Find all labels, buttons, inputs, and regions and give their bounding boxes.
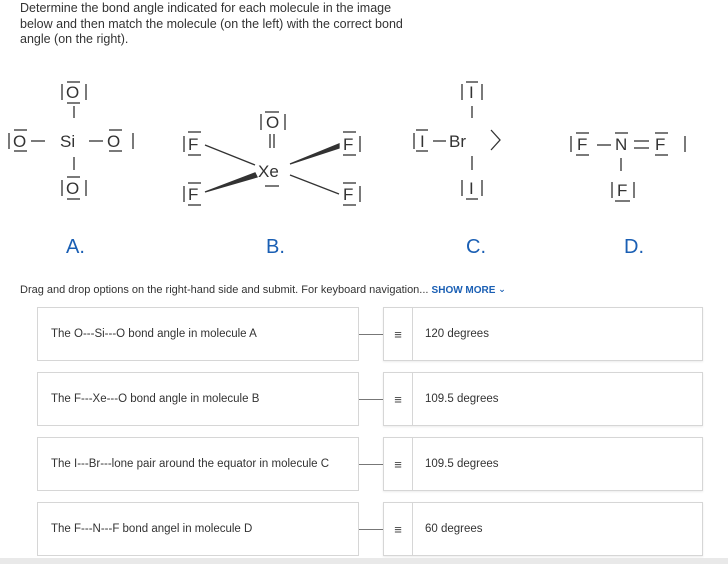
connector-line (359, 464, 383, 465)
match-row-1 (37, 307, 703, 363)
label-a: A. (66, 236, 85, 258)
atom-o-bottom: O (66, 179, 80, 198)
atom-f-right: F (655, 135, 666, 154)
divider (412, 372, 413, 426)
atom-xe: Xe (258, 162, 279, 181)
prompt-card: The F---N---F bond angel in molecule D (37, 502, 359, 556)
atom-i-top: I (469, 83, 474, 102)
atom-f-bottom: F (617, 181, 628, 200)
answer-label: 60 degrees (425, 523, 483, 535)
atom-br: Br (449, 132, 466, 151)
question-text: Determine the bond angle indicated for each molecule in the image below and then match the molecule (on the left) with the correct bond angle (on the right). (20, 1, 403, 46)
divider (412, 437, 413, 491)
atom-f-bottom-left: F (188, 185, 199, 204)
connector-line (359, 334, 383, 335)
label-c: C. (466, 236, 486, 258)
atom-o-top: O (66, 83, 80, 102)
atom-o-right: O (107, 132, 121, 151)
divider (412, 307, 413, 361)
drag-handle-icon[interactable]: ≡ (394, 521, 402, 537)
label-b: B. (266, 236, 285, 258)
answer-label: 109.5 degrees (425, 393, 499, 405)
prompt-card: The O---Si---O bond angle in molecule A (37, 307, 359, 361)
molecules-image (0, 70, 728, 270)
instructions-text: Drag and drop options on the right-hand side and submit. For keyboard navigation... (20, 284, 429, 296)
atom-i-left: I (420, 132, 425, 151)
atom-f-bottom-right: F (343, 185, 354, 204)
atom-si: Si (60, 132, 76, 151)
molecule-b (184, 112, 360, 205)
answer-card[interactable] (383, 502, 703, 556)
match-row-4 (37, 502, 703, 558)
drag-handle-icon[interactable]: ≡ (394, 326, 402, 342)
divider (412, 502, 413, 556)
answer-label: 120 degrees (425, 328, 489, 340)
atom-o: O (266, 113, 280, 132)
answer-card[interactable] (383, 372, 703, 426)
connector-line (359, 399, 383, 400)
match-row-2 (37, 372, 703, 428)
footer-bar (0, 558, 728, 564)
molecule-a (9, 82, 133, 199)
answer-label: 109.5 degrees (425, 458, 499, 470)
drag-handle-icon[interactable]: ≡ (394, 391, 402, 407)
atom-f-top-right: F (343, 135, 354, 154)
atom-f-left: F (577, 135, 588, 154)
connector-line (359, 529, 383, 530)
atom-f-top-left: F (188, 135, 199, 154)
answer-card[interactable] (383, 307, 703, 361)
atom-n: N (615, 135, 628, 154)
show-more-link[interactable]: SHOW MORE ⌄ (431, 284, 506, 296)
match-row-3 (37, 437, 703, 493)
prompt-card: The I---Br---lone pair around the equator in molecule C (37, 437, 359, 491)
atom-o-left: O (13, 132, 27, 151)
answer-card[interactable] (383, 437, 703, 491)
prompt-card: The F---Xe---O bond angle in molecule B (37, 372, 359, 426)
chevron-down-icon: ⌄ (498, 284, 506, 294)
instructions (20, 284, 506, 296)
atom-i-bottom: I (469, 179, 474, 198)
molecule-d (571, 133, 685, 201)
label-d: D. (624, 236, 644, 258)
molecule-c (414, 82, 500, 199)
drag-handle-icon[interactable]: ≡ (394, 456, 402, 472)
